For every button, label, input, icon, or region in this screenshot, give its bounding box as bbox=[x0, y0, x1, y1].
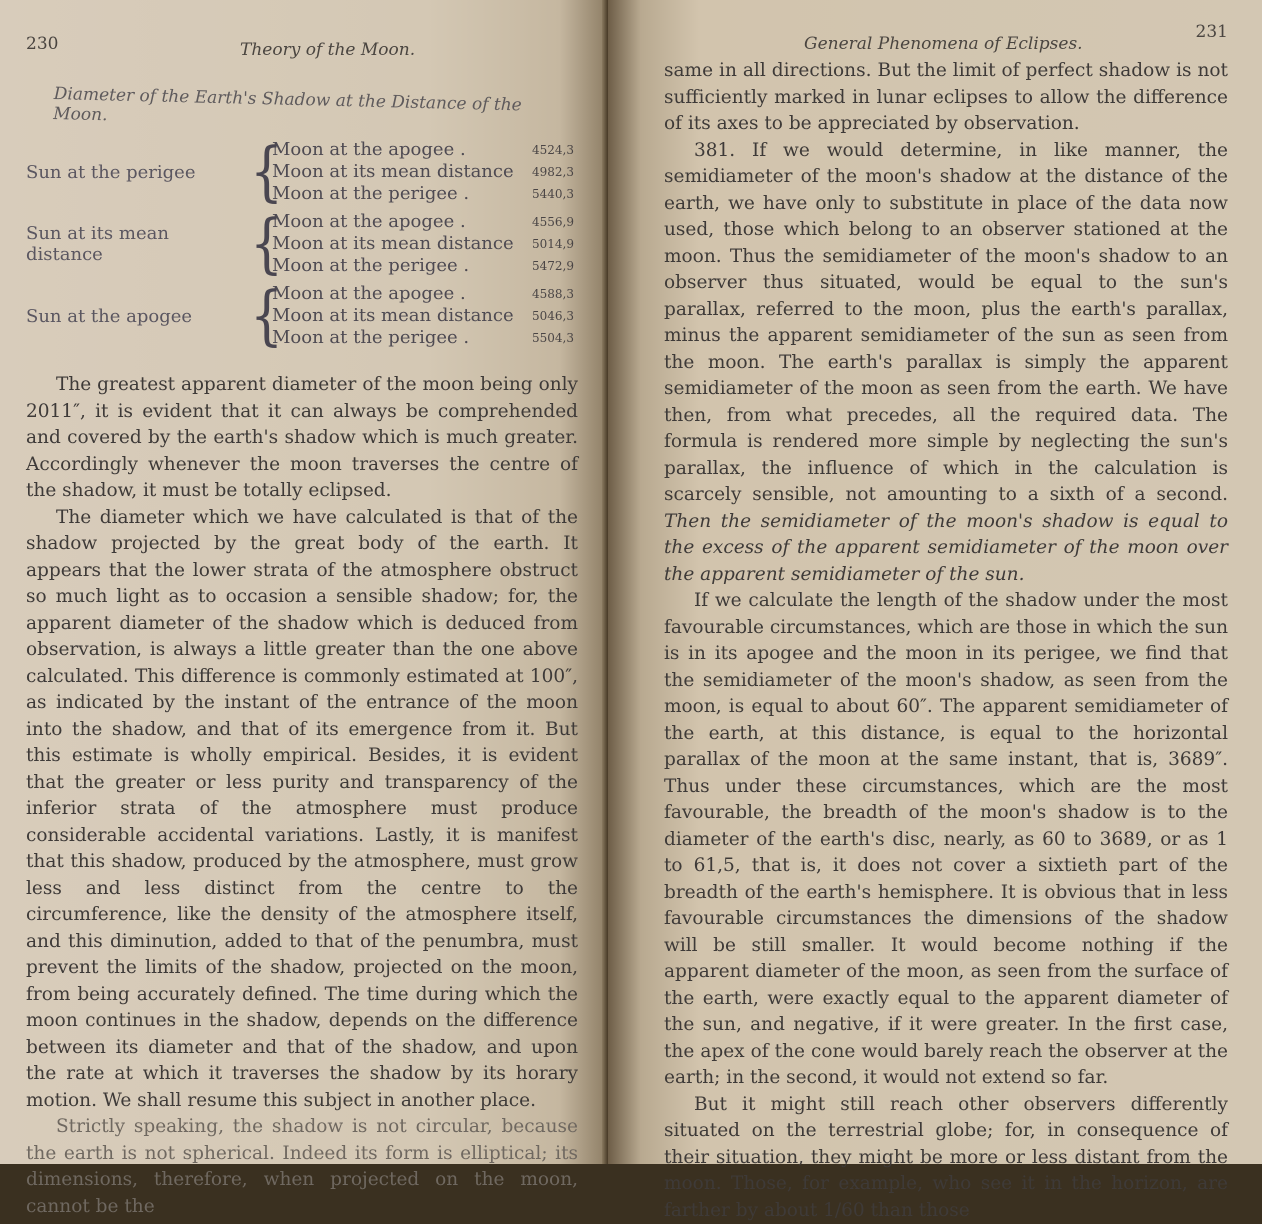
paragraph: same in all directions. But the limit of perfect shadow is not sufficiently marked in lunar eclipses to allow the difference of its axes to be appreciated by observation. bbox=[664, 58, 1228, 138]
paragraph-381-text: 381. If we would determine, in like manner, the semidiameter of the moon's shadow at the distance of the earth, we have only to substitute in place of the data now used, those which belong to an observer stationed at the moon. Thus the semidiameter of the moon's shadow to an observer thus situated, would be equal to the sun's parallax, referred to the moon, plus the earth's parallax, minus the apparent semidiameter of the sun as seen from the moon. The earth's parallax is simply the apparent semidiameter of the moon as seen from the earth. We have then, from what precedes, all the required data. The formula is rendered more simple by neglecting the sun's parallax, the influence of which in the calculation is scarcely sensible, not amounting to a sixth of a second. bbox=[664, 140, 1228, 506]
row-value: 5472,9 bbox=[532, 255, 574, 277]
paragraph-381 bbox=[664, 138, 1228, 589]
table-group-sun-mean bbox=[26, 210, 578, 278]
left-running-head bbox=[26, 28, 578, 70]
row-value: 5440,3 bbox=[532, 183, 574, 205]
shadow-diameter-table bbox=[26, 138, 578, 350]
table-row: Moon at its mean distance 5046,3 bbox=[272, 305, 578, 327]
paragraph: If we calculate the length of the shadow under the most favourable circumstances, which are those in which the sun is in its apogee and the moon in its perigee, we find that the semidiameter of the moon's shadow, as seen from the moon, is equal to about 60″. The apparent semidiameter of the earth, at this distance, is equal to the horizontal parallax of the moon at the same instant, that is, 3689″. Thus under these circumstances, which are the most favourable, the breadth of the moon's shadow is to the diameter of the earth's disc, nearly, as 60 to 3689, or as 1 to 61,5, that is, it does not cover a sixtieth part of the breadth of the earth's hemisphere. It is obvious that in less favourable circumstances the dimensions of the shadow will be still smaller. It would become nothing if the apparent diameter of the moon, as seen from the surface of the earth, were exactly equal to the apparent diameter of the sun, and negative, if it were greater. In the first case, the apex of the cone would barely reach the observer at the earth; in the second, it would not extend so far. bbox=[664, 588, 1228, 1092]
brace-icon: { bbox=[250, 284, 272, 349]
group-label: Sun at its mean distance bbox=[26, 223, 250, 265]
right-running-head bbox=[664, 16, 1228, 58]
row-value: 4982,3 bbox=[532, 161, 574, 183]
row-value: 4588,3 bbox=[532, 283, 574, 305]
row-value: 5046,3 bbox=[532, 305, 574, 327]
table-row: Moon at the apogee . 4524,3 bbox=[272, 139, 578, 161]
table-row: Moon at the perigee . 5472,9 bbox=[272, 255, 578, 277]
paragraph: Strictly speaking, the shadow is not circular, because the earth is not spherical. Indeed its form is elliptical; its dimensions, therefore, when projected on the moon, cannot be the bbox=[26, 1114, 578, 1220]
table-group-sun-apogee bbox=[26, 282, 578, 350]
table-row: Moon at the perigee . 5504,3 bbox=[272, 327, 578, 349]
row-value: 5504,3 bbox=[532, 327, 574, 349]
left-page bbox=[0, 0, 608, 1164]
row-value: 5014,9 bbox=[532, 233, 574, 255]
right-page-number: 231 bbox=[1196, 22, 1228, 42]
left-running-title: Theory of the Moon. bbox=[240, 40, 415, 60]
left-page-number: 230 bbox=[26, 34, 58, 54]
row-value: 4556,9 bbox=[532, 211, 574, 233]
table-row: Moon at the perigee . 5440,3 bbox=[272, 183, 578, 205]
right-running-title: General Phenomena of Eclipses. bbox=[804, 34, 1083, 54]
row-value: 4524,3 bbox=[532, 139, 574, 161]
table-row: Moon at its mean distance 4982,3 bbox=[272, 161, 578, 183]
group-label: Sun at the apogee bbox=[26, 306, 250, 327]
paragraph: The greatest apparent diameter of the moon being only 2011″, it is evident that it can always be comprehended and covered by the earth's shadow which is much greater. Accordingly whenever the moon traverses the centre of the shadow, it must be totally eclipsed. bbox=[26, 372, 578, 505]
table-group-sun-perigee bbox=[26, 138, 578, 206]
table-title: Diameter of the Earth's Shadow at the Distance of the Moon. bbox=[53, 84, 578, 137]
brace-icon: { bbox=[250, 212, 272, 277]
table-row: Moon at the apogee . 4588,3 bbox=[272, 283, 578, 305]
brace-icon: { bbox=[250, 140, 272, 205]
right-body-text bbox=[664, 58, 1228, 1224]
left-body-text bbox=[26, 372, 578, 1220]
paragraph-381-italic: Then the semidiameter of the moon's shadow is equal to the excess of the apparent semidiameter of the moon over the apparent semidiameter of the sun. bbox=[664, 511, 1228, 585]
table-row: Moon at its mean distance 5014,9 bbox=[272, 233, 578, 255]
paragraph: But it might still reach other observers differently situated on the terrestrial globe; for, in consequence of their situation, they might be more or less distant from the moon. Those, for example, who see it in the horizon, are farther by about 1/60 than those bbox=[664, 1092, 1228, 1224]
paragraph: The diameter which we have calculated is that of the shadow projected by the great body of the earth. It appears that the lower strata of the atmosphere obstruct so much light as to occasion a sensible shadow; for, the apparent diameter of the shadow which is deduced from observation, is always a little greater than the one above calculated. This difference is commonly estimated at 100″, as indicated by the instant of the entrance of the moon into the shadow, and that of its emergence from it. But this estimate is wholly empirical. Besides, it is evident that the greater or less purity and transparency of the inferior strata of the atmosphere must produce considerable accidental variations. Lastly, it is manifest that this shadow, produced by the atmosphere, must grow less and less distinct from the centre to the circumference, like the density of the atmosphere itself, and this diminution, added to that of the penumbra, must prevent the limits of the shadow, projected on the moon, from being accurately defined. The time during which the moon continues in the shadow, depends on the difference between its diameter and that of the shadow, and upon the rate at which it traverses the shadow by its horary motion. We shall resume this subject in another place. bbox=[26, 505, 578, 1115]
group-label: Sun at the perigee bbox=[26, 162, 250, 183]
right-page bbox=[608, 0, 1262, 1164]
table-row: Moon at the apogee . 4556,9 bbox=[272, 211, 578, 233]
